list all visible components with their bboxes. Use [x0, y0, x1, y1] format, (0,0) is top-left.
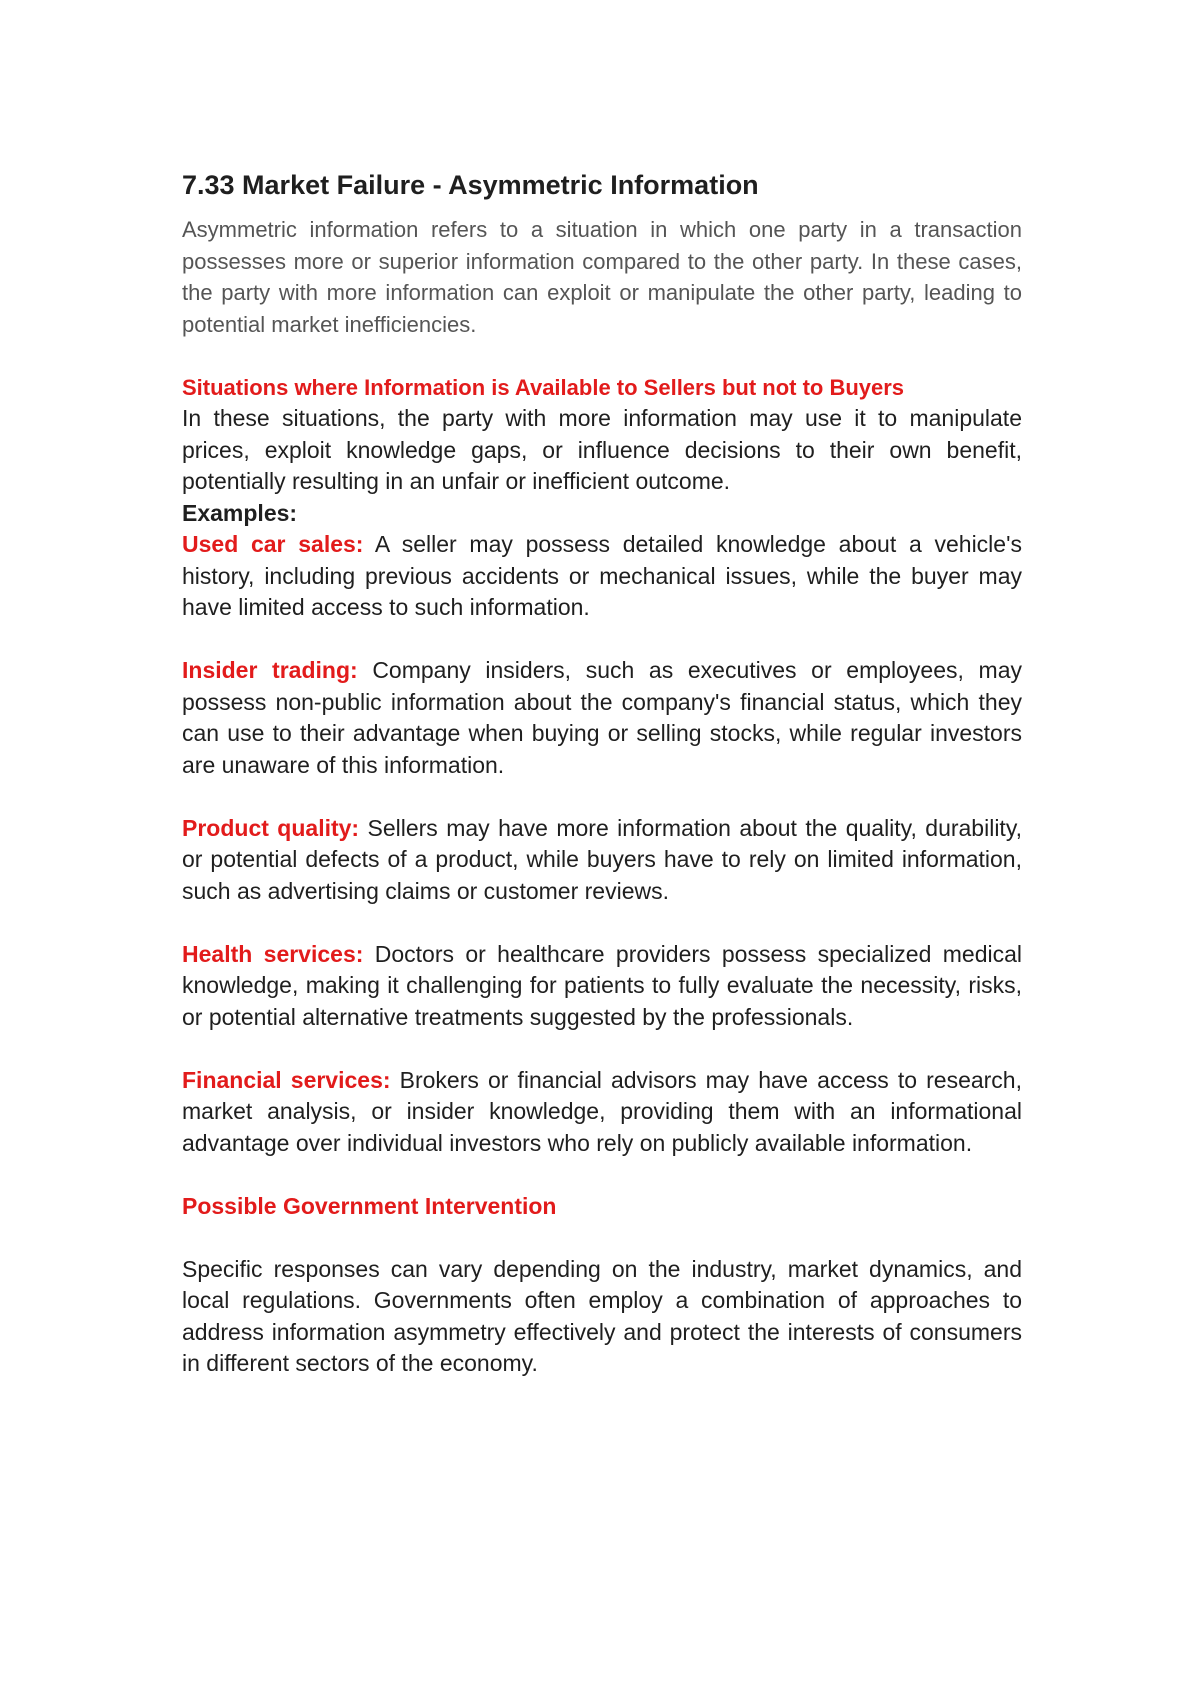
intro-paragraph: Asymmetric information refers to a situation in which one party in a transaction possesses more or superior information compared to the other party. In these cases, the party with more information can exploit or manipulate the other party, leading to potential market inefficiencies.: [182, 217, 1022, 337]
section-heading-sellers: Situations where Information is Available to Sellers but not to Buyers: [182, 374, 905, 400]
section-heading-government: Possible Government Intervention: [182, 1192, 557, 1219]
spacer: [182, 907, 1022, 939]
section-paragraph-sellers: In these situations, the party with more information may use it to manipulate prices, exploit knowledge gaps, or influence decisions to their own benefit, potentially resulting in an unfair or inefficient outcome.: [182, 405, 1022, 494]
example-text: Doctors or healthcare providers possess specialized medical knowledge, making it challenging for patients to fully evaluate the necessity, risks, or potential alternative treatments suggested by the professionals.: [182, 940, 1023, 1030]
section-paragraph-government: Specific responses can vary depending on the industry, market dynamics, and local regulations. Governments often employ a combination of approaches to address information asymmetry effectively and protect the interests of consumers in different sectors of the economy.: [182, 1255, 1022, 1376]
spacer: [182, 1033, 1022, 1065]
example-label: Insider trading:: [182, 657, 358, 683]
example-insider-trading: [182, 655, 1022, 781]
example-text: Sellers may have more information about the quality, durability, or potential defects of a product, while buyers have to rely on limited information, such as advertising claims or customer reviews.: [182, 814, 1023, 904]
example-financial-services: [182, 1065, 1022, 1160]
document-page: [182, 168, 1022, 1380]
example-used-car-sales: [182, 529, 1022, 624]
example-label: Used car sales:: [182, 531, 364, 557]
example-health-services: [182, 939, 1022, 1034]
examples-label: Examples:: [182, 499, 298, 526]
example-text: Brokers or financial advisors may have access to research, market analysis, or insider knowledge, providing them with an informational advantage over individual investors who rely on publicly available information.: [182, 1066, 1022, 1156]
example-label: Health services:: [182, 940, 364, 967]
spacer: [182, 781, 1022, 813]
example-text: A seller may possess detailed knowledge about a vehicle's history, including previous accidents or mechanical issues, while the buyer may have limited access to such information.: [182, 531, 1022, 620]
example-product-quality: [182, 813, 1022, 908]
example-label: Financial services:: [182, 1066, 391, 1093]
spacer: [182, 340, 1022, 372]
spacer: [182, 1222, 1022, 1254]
spacer: [182, 624, 1022, 656]
page-title: 7.33 Market Failure - Asymmetric Information: [182, 170, 759, 200]
example-text: Company insiders, such as executives or employees, may possess non-public information about the company's financial status, which they can use to their advantage when buying or selling stocks, while regular investors are unaware of this information.: [182, 657, 1022, 778]
spacer: [182, 1159, 1022, 1191]
example-label: Product quality:: [182, 814, 360, 841]
